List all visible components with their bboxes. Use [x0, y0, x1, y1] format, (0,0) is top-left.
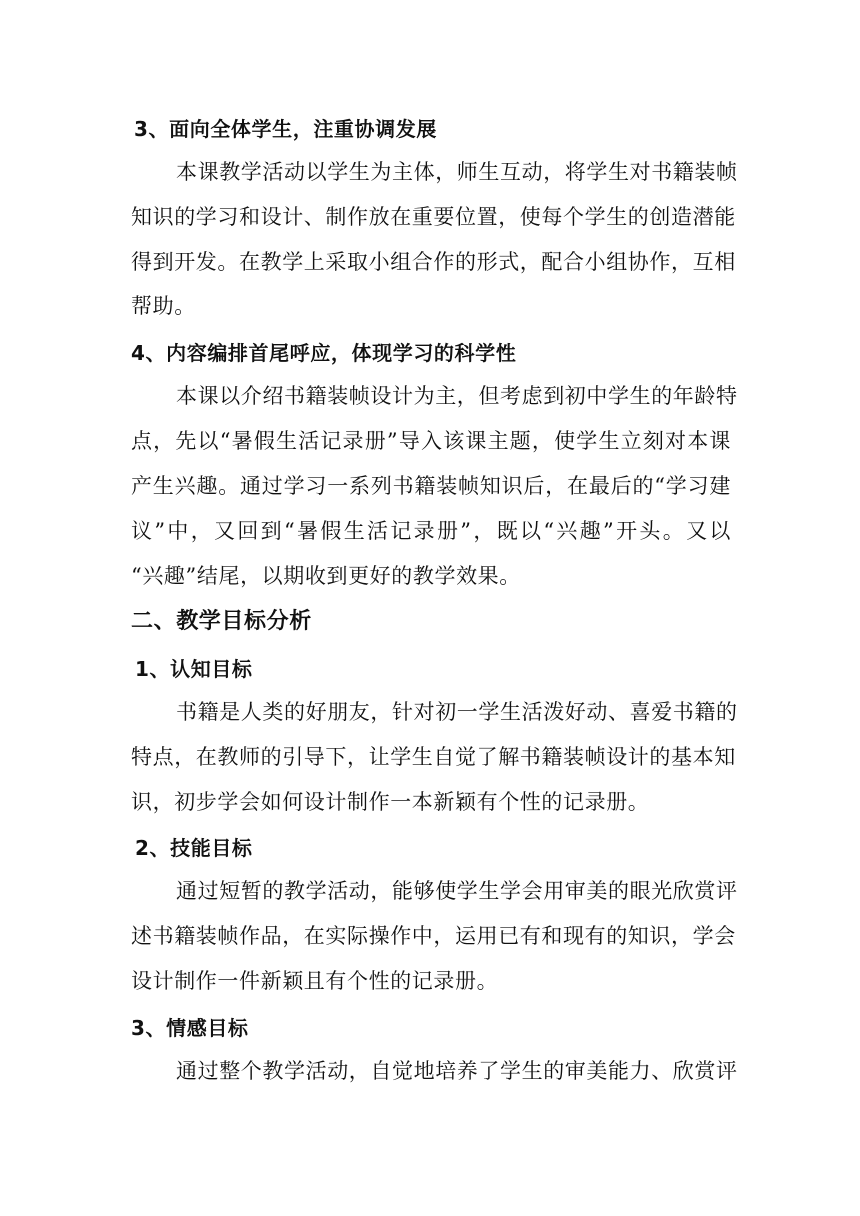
paragraph-line: 点，先以“暑假生活记录册”导入该课主题，使学生立刻对本课 [131, 429, 731, 453]
paragraph-line: 述书籍装帧作品，在实际操作中，运用已有和现有的知识，学会 [131, 924, 736, 948]
paragraph-line: 通过整个教学活动，自觉地培养了学生的审美能力、欣赏评 [176, 1059, 738, 1083]
paragraph-line: 本课教学活动以学生为主体，师生互动，将学生对书籍装帧 [176, 160, 738, 184]
section-heading-4: 4、内容编排首尾呼应，体现学习的科学性 [131, 341, 517, 365]
paragraph-line: 本课以介绍书籍装帧设计为主，但考虑到初中学生的年龄特 [176, 384, 738, 408]
paragraph-line: 议”中，又回到“暑假生活记录册”，既以“兴趣”开头。又以 [131, 519, 731, 543]
part-heading-2: 二、教学目标分析 [131, 609, 312, 634]
paragraph-line: 通过短暂的教学活动，能够使学生学会用审美的眼光欣赏评 [176, 879, 738, 903]
paragraph-line: 帮助。 [131, 294, 196, 318]
goal-heading-1: 1、认知目标 [135, 657, 253, 681]
paragraph-line: 知识的学习和设计、制作放在重要位置，使每个学生的创造潜能 [131, 205, 736, 229]
goal-heading-2: 2、技能目标 [135, 836, 253, 860]
paragraph-line: 书籍是人类的好朋友，针对初一学生活泼好动、喜爱书籍的 [176, 700, 738, 724]
paragraph-line: 得到开发。在教学上采取小组合作的形式，配合小组协作，互相 [131, 250, 736, 274]
paragraph-line: 特点，在教师的引导下，让学生自觉了解书籍装帧设计的基本知 [131, 745, 736, 769]
goal-heading-3: 3、情感目标 [131, 1016, 249, 1040]
paragraph-line: 设计制作一件新颖且有个性的记录册。 [131, 969, 499, 993]
paragraph-line: “兴趣”结尾，以期收到更好的教学效果。 [131, 564, 521, 588]
paragraph-line: 产生兴趣。通过学习一系列书籍装帧知识后，在最后的“学习建 [131, 474, 731, 498]
section-heading-3: 3、面向全体学生，注重协调发展 [134, 117, 437, 141]
paragraph-line: 识，初步学会如何设计制作一本新颖有个性的记录册。 [131, 790, 650, 814]
